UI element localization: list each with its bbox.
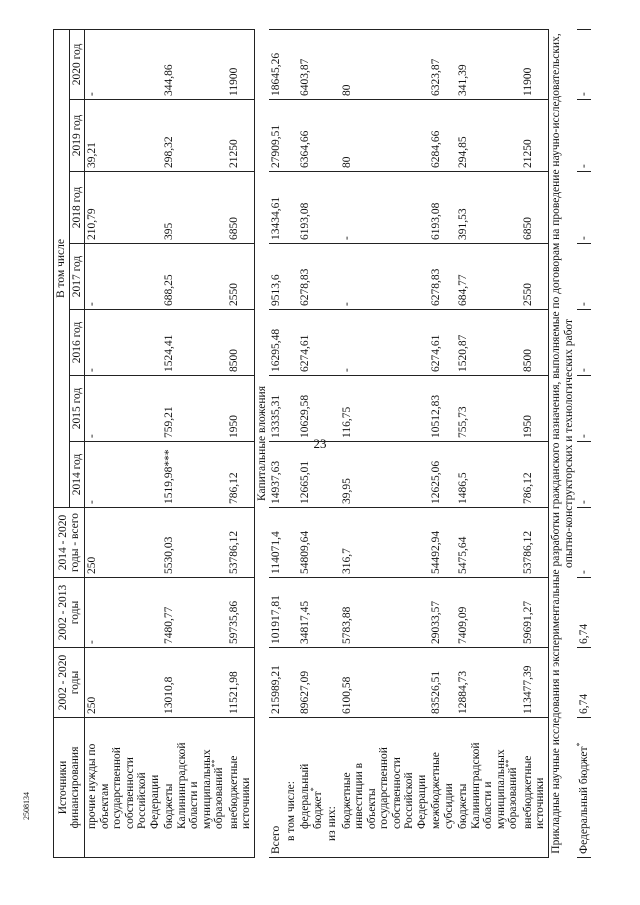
cell-value: - <box>577 376 592 442</box>
cell-value: 53786,12 <box>227 508 255 578</box>
cell-value: - <box>577 508 592 578</box>
table-row <box>284 29 299 857</box>
cell-value: 12665,01 <box>298 442 325 508</box>
cell-value <box>325 310 340 376</box>
cell-value <box>325 442 340 508</box>
header-year: 2017 год <box>69 244 85 310</box>
cell-value: 13434,61 <box>269 172 284 244</box>
cell-value: 27909,51 <box>269 100 284 172</box>
section-title: Прикладные научные исследования и экспериментальные разработки гражданского назначения, выполняемые по договорам на проведение научно-исследовательских, опытно-конструкторских и технологических работ <box>549 33 575 854</box>
page-number: 23 <box>313 436 327 451</box>
table-row <box>429 29 456 857</box>
cell-value: 5475,64 <box>456 508 521 578</box>
cell-value: 8500 <box>521 310 549 376</box>
cell-value <box>284 442 299 508</box>
section-title: Капитальные вложения <box>255 385 268 501</box>
cell-value: 21250 <box>521 100 549 172</box>
cell-value: 80 <box>340 100 430 172</box>
row-label-text: внебюджетные источники <box>521 755 546 829</box>
cell-value: 6193,08 <box>298 172 325 244</box>
cell-value: 250 <box>85 648 163 718</box>
cell-value: - <box>577 29 592 99</box>
row-label-text: бюджеты Калининградской области и муниципальных образований <box>457 742 519 829</box>
cell-value: 5783,88 <box>340 578 430 648</box>
cell-value: 14937,63 <box>269 442 284 508</box>
cell-value: 101917,81 <box>269 578 284 648</box>
cell-value: - <box>340 172 430 244</box>
header-year: 2016 год <box>69 310 85 376</box>
cell-value: 2550 <box>521 244 549 310</box>
footnote-mark: * <box>574 742 584 747</box>
rotated-table-page <box>53 30 612 858</box>
cell-value: 1950 <box>521 376 549 442</box>
table-row <box>577 29 592 857</box>
row-label <box>269 718 284 858</box>
row-label-text: федеральный бюджет <box>299 763 324 829</box>
row-label-text: Всего <box>270 825 282 854</box>
cell-value: 786,12 <box>521 442 549 508</box>
header-period-2014-2020: 2014 - 2020 годы - всего <box>54 508 85 578</box>
cell-value <box>284 508 299 578</box>
header-year: 2014 год <box>69 442 85 508</box>
cell-value <box>325 508 340 578</box>
cell-value: 6,74 <box>577 648 592 718</box>
row-label-text: Федеральный бюджет <box>577 746 590 854</box>
cell-value <box>284 376 299 442</box>
cell-value: 6278,83 <box>429 244 456 310</box>
cell-value: 10629,58 <box>298 376 325 442</box>
cell-value: 89627,09 <box>298 648 325 718</box>
cell-value: 2550 <box>227 244 255 310</box>
row-label-text: бюджеты Калининградской области и муниципальных образований <box>163 742 225 829</box>
cell-value: - <box>85 442 163 508</box>
header-year: 2019 год <box>69 100 85 172</box>
cell-value: 755,73 <box>456 376 521 442</box>
cell-value: 116,75 <box>340 376 430 442</box>
cell-value: 6284,66 <box>429 100 456 172</box>
cell-value: 11900 <box>227 29 255 99</box>
header-period-2002-2013: 2002 - 2013 годы <box>54 578 85 648</box>
row-label <box>325 718 340 858</box>
cell-value: 18645,26 <box>269 29 284 99</box>
cell-value: 9513,6 <box>269 244 284 310</box>
cell-value <box>284 172 299 244</box>
cell-value: 6,74 <box>577 578 592 648</box>
row-label-text: бюджетные инвестиции в объекты государственной собственности Российской Федерации <box>340 747 428 829</box>
header-group: В том числе <box>54 29 70 507</box>
table-row <box>269 29 284 857</box>
header-year: 2020 год <box>69 29 85 99</box>
cell-value: 341,39 <box>456 29 521 99</box>
cell-value: 16295,48 <box>269 310 284 376</box>
cell-value: 6850 <box>521 172 549 244</box>
cell-value: 759,21 <box>162 376 227 442</box>
cell-value: 114071,4 <box>269 508 284 578</box>
table-row <box>227 29 255 857</box>
cell-value: 5530,03 <box>162 508 227 578</box>
cell-value: 786,12 <box>227 442 255 508</box>
cell-value: 1520,87 <box>456 310 521 376</box>
cell-value: 1950 <box>227 376 255 442</box>
cell-value: 6193,08 <box>429 172 456 244</box>
cell-value: 80 <box>340 29 430 99</box>
cell-value: 1519,98*** <box>162 442 227 508</box>
cell-value: - <box>577 100 592 172</box>
cell-value: 344,86 <box>162 29 227 99</box>
footnote-mark: ** <box>504 759 514 768</box>
cell-value: 6278,83 <box>298 244 325 310</box>
cell-value: 39,95 <box>340 442 430 508</box>
row-label <box>85 718 163 858</box>
cell-value <box>325 376 340 442</box>
cell-value <box>284 578 299 648</box>
table-row <box>325 29 340 857</box>
cell-value: - <box>85 244 163 310</box>
cell-value: 215989,21 <box>269 648 284 718</box>
cell-value <box>284 310 299 376</box>
table-row <box>298 29 325 857</box>
cell-value: 54809,64 <box>298 508 325 578</box>
cell-value: 6274,61 <box>298 310 325 376</box>
table-row <box>456 29 521 857</box>
table-row <box>521 29 549 857</box>
cell-value <box>325 244 340 310</box>
cell-value: 250 <box>85 508 163 578</box>
cell-value: 391,53 <box>456 172 521 244</box>
cell-value <box>284 29 299 99</box>
row-label <box>284 718 299 858</box>
cell-value: 59691,27 <box>521 578 549 648</box>
row-label-text: межбюджетные субсидии <box>430 752 455 829</box>
cell-value: - <box>85 376 163 442</box>
cell-value: 684,77 <box>456 244 521 310</box>
cell-value: 7480,77 <box>162 578 227 648</box>
footnote-mark: * <box>308 787 318 792</box>
cell-value <box>284 244 299 310</box>
row-label <box>340 718 430 858</box>
cell-value: - <box>577 244 592 310</box>
cell-value: 8500 <box>227 310 255 376</box>
cell-value: - <box>85 310 163 376</box>
cell-value: - <box>85 578 163 648</box>
cell-value: 7409,09 <box>456 578 521 648</box>
cell-value: 34817,45 <box>298 578 325 648</box>
row-label <box>521 718 549 858</box>
cell-value: 6403,87 <box>298 29 325 99</box>
cell-value: 1486,5 <box>456 442 521 508</box>
cell-value: 12625,06 <box>429 442 456 508</box>
cell-value: 395 <box>162 172 227 244</box>
cell-value: 39,21 <box>85 100 163 172</box>
cell-value <box>325 648 340 718</box>
table-row <box>162 29 227 857</box>
cell-value <box>325 578 340 648</box>
cell-value: 210,79 <box>85 172 163 244</box>
cell-value <box>284 100 299 172</box>
cell-value: 1524,41 <box>162 310 227 376</box>
cell-value: 53786,12 <box>521 508 549 578</box>
cell-value <box>325 172 340 244</box>
cell-value: 6364,66 <box>298 100 325 172</box>
cell-value: - <box>577 310 592 376</box>
table-row <box>340 29 430 857</box>
cell-value: 113477,39 <box>521 648 549 718</box>
footnote-mark: ** <box>210 759 220 768</box>
table-body <box>85 29 592 857</box>
document-code: 2508134 <box>22 792 31 820</box>
row-label <box>162 718 227 858</box>
cell-value: 6274,61 <box>429 310 456 376</box>
cell-value: - <box>340 244 430 310</box>
cell-value: - <box>85 29 163 99</box>
cell-value: 83526,51 <box>429 648 456 718</box>
cell-value: 6850 <box>227 172 255 244</box>
header-period-2002-2020: 2002 - 2020 годы <box>54 648 85 718</box>
header-year: 2015 год <box>69 376 85 442</box>
cell-value: 13010,8 <box>162 648 227 718</box>
section-row <box>548 29 577 857</box>
cell-value <box>325 29 340 99</box>
cell-value: 29033,57 <box>429 578 456 648</box>
cell-value: 688,25 <box>162 244 227 310</box>
table-row <box>85 29 163 857</box>
cell-value: 6323,87 <box>429 29 456 99</box>
cell-value: 12884,73 <box>456 648 521 718</box>
row-label <box>298 718 325 858</box>
cell-value: - <box>340 310 430 376</box>
row-label <box>227 718 255 858</box>
cell-value: 13335,31 <box>269 376 284 442</box>
cell-value: 54492,94 <box>429 508 456 578</box>
header-source: Источники финансирования <box>54 718 85 858</box>
row-label-text: прочие нужды по объектам государственной собственности Российской Федерации <box>86 743 161 829</box>
row-label-text: из них: <box>326 806 338 841</box>
row-label-text: внебюджетные источники <box>227 755 252 829</box>
cell-value <box>325 100 340 172</box>
cell-value: 10512,83 <box>429 376 456 442</box>
header-year: 2018 год <box>69 172 85 244</box>
row-label <box>574 718 592 858</box>
cell-value: - <box>577 442 592 508</box>
cell-value: 21250 <box>227 100 255 172</box>
cell-value: 316,7 <box>340 508 430 578</box>
cell-value: 294,85 <box>456 100 521 172</box>
cell-value: 298,32 <box>162 100 227 172</box>
cell-value <box>284 648 299 718</box>
row-label <box>429 718 456 858</box>
cell-value: - <box>577 172 592 244</box>
section-row <box>254 29 269 857</box>
cell-value: 6100,58 <box>340 648 430 718</box>
cell-value: 11521,98 <box>227 648 255 718</box>
cell-value: 11900 <box>521 29 549 99</box>
row-label-text: в том числе: <box>284 781 297 841</box>
financing-table <box>53 29 591 858</box>
row-label <box>456 718 521 858</box>
cell-value: 59735,86 <box>227 578 255 648</box>
